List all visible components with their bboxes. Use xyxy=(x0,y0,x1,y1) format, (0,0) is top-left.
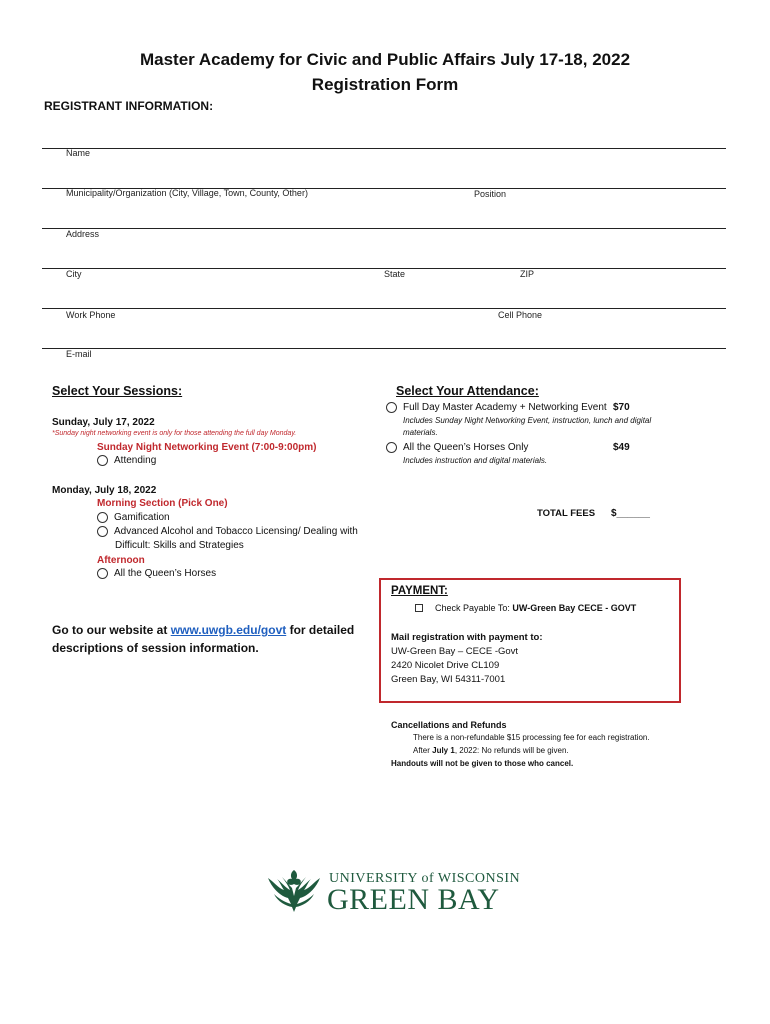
mail-heading: Mail registration with payment to: xyxy=(391,632,543,643)
option-alcohol-tobacco[interactable] xyxy=(97,526,358,537)
cancellations-heading: Cancellations and Refunds xyxy=(391,720,507,730)
option-sunday-attending[interactable] xyxy=(97,455,156,466)
sessions-heading: Select Your Sessions: xyxy=(52,384,183,398)
gamification-label: Gamification xyxy=(114,512,170,523)
zip-label: ZIP xyxy=(520,269,535,279)
alcohol-tobacco-label: Advanced Alcohol and Tobacco Licensing/ Dealing with xyxy=(114,526,358,537)
full-day-label: Full Day Master Academy + Networking Event xyxy=(403,402,607,413)
address-line[interactable] xyxy=(42,228,726,229)
website-prefix: Go to our website at xyxy=(52,623,171,637)
organization-label: Municipality/Organization (City, Village, Town, County, Other) xyxy=(66,188,308,198)
queens-horses-price: $49 xyxy=(613,442,630,453)
option-full-day[interactable] xyxy=(386,402,607,413)
work-phone-label: Work Phone xyxy=(66,310,116,320)
alcohol-tobacco-label-line2: Difficult: Skills and Strategies xyxy=(115,540,244,551)
radio-icon[interactable] xyxy=(97,455,108,466)
address-label: Address xyxy=(66,229,100,239)
cancellations-line3: Handouts will not be given to those who cancel. xyxy=(391,759,574,768)
radio-icon[interactable] xyxy=(97,526,108,537)
position-label: Position xyxy=(474,189,507,199)
option-queens-horses-only[interactable] xyxy=(386,442,528,453)
monday-date: Monday, July 18, 2022 xyxy=(52,485,157,496)
mail-address-line3: Green Bay, WI 54311-7001 xyxy=(391,674,506,685)
name-label: Name xyxy=(66,148,91,158)
sunday-note: *Sunday night networking event is only for those attending the full day Monday. xyxy=(52,430,297,437)
phoenix-logo-icon xyxy=(264,866,324,916)
full-day-price: $70 xyxy=(613,402,630,413)
check-payable-prefix: Check Payable To: xyxy=(435,603,513,613)
city-label: City xyxy=(66,269,82,279)
check-payable-row[interactable] xyxy=(415,603,636,613)
morning-heading: Morning Section (Pick One) xyxy=(97,498,228,509)
work-phone-line[interactable] xyxy=(42,308,726,309)
website-line1 xyxy=(52,623,354,637)
payment-heading: PAYMENT: xyxy=(391,585,448,597)
cancellations-line1: There is a non-refundable $15 processing fee for each registration. xyxy=(413,733,650,742)
form-title-line1: Master Academy for Civic and Public Affairs July 17-18, 2022 xyxy=(139,50,631,69)
email-label: E-mail xyxy=(66,349,92,359)
attendance-heading: Select Your Attendance: xyxy=(396,384,539,398)
check-payee: UW-Green Bay CECE - GOVT xyxy=(512,603,637,613)
cell-phone-label: Cell Phone xyxy=(498,310,543,320)
afternoon-heading: Afternoon xyxy=(97,555,145,566)
queens-horses-desc: Includes instruction and digital materials. xyxy=(403,456,548,465)
full-day-desc-line2: materials. xyxy=(403,428,438,437)
queens-horses-only-label: All the Queen’s Horses Only xyxy=(403,442,529,453)
option-gamification[interactable] xyxy=(97,512,170,523)
total-fees-value[interactable]: $______ xyxy=(611,508,650,519)
total-fees-label: TOTAL FEES xyxy=(537,508,596,519)
registrant-heading: REGISTRANT INFORMATION: xyxy=(44,99,214,113)
logo-green-bay-text: GREEN BAY xyxy=(327,883,500,916)
cancellations-line2-prefix: After xyxy=(413,746,433,755)
logo-university-text: UNIVERSITY of WISCONSIN xyxy=(329,871,521,886)
checkbox-icon[interactable] xyxy=(415,604,423,612)
sunday-event-title: Sunday Night Networking Event (7:00-9:00pm) xyxy=(97,442,317,453)
option-queens-horses[interactable] xyxy=(97,568,216,579)
sunday-date: Sunday, July 17, 2022 xyxy=(52,417,155,428)
cancellations-line2-suffix: , 2022: No refunds will be given. xyxy=(454,746,569,755)
name-line[interactable] xyxy=(42,148,726,149)
website-suffix: for detailed xyxy=(286,623,355,637)
mail-address-line1: UW-Green Bay – CECE -Govt xyxy=(391,646,519,657)
state-label: State xyxy=(384,269,406,279)
radio-icon[interactable] xyxy=(386,442,397,453)
radio-icon[interactable] xyxy=(386,402,397,413)
website-link[interactable]: www.uwgb.edu/govt xyxy=(170,623,287,637)
radio-icon[interactable] xyxy=(97,512,108,523)
email-line[interactable] xyxy=(42,348,726,349)
queens-horses-label: All the Queen’s Horses xyxy=(114,568,217,579)
mail-address-line2: 2420 Nicolet Drive CL109 xyxy=(391,660,500,671)
website-line2: descriptions of session information. xyxy=(52,641,259,655)
full-day-desc-line1: Includes Sunday Night Networking Event, instruction, lunch and digital xyxy=(403,416,652,425)
radio-icon[interactable] xyxy=(97,568,108,579)
sunday-attending-label: Attending xyxy=(114,455,157,466)
cancellations-line2 xyxy=(413,746,569,755)
form-title-line2: Registration Form xyxy=(311,75,459,94)
cancellations-deadline: July 1 xyxy=(432,746,455,755)
check-payable-text xyxy=(435,603,636,613)
